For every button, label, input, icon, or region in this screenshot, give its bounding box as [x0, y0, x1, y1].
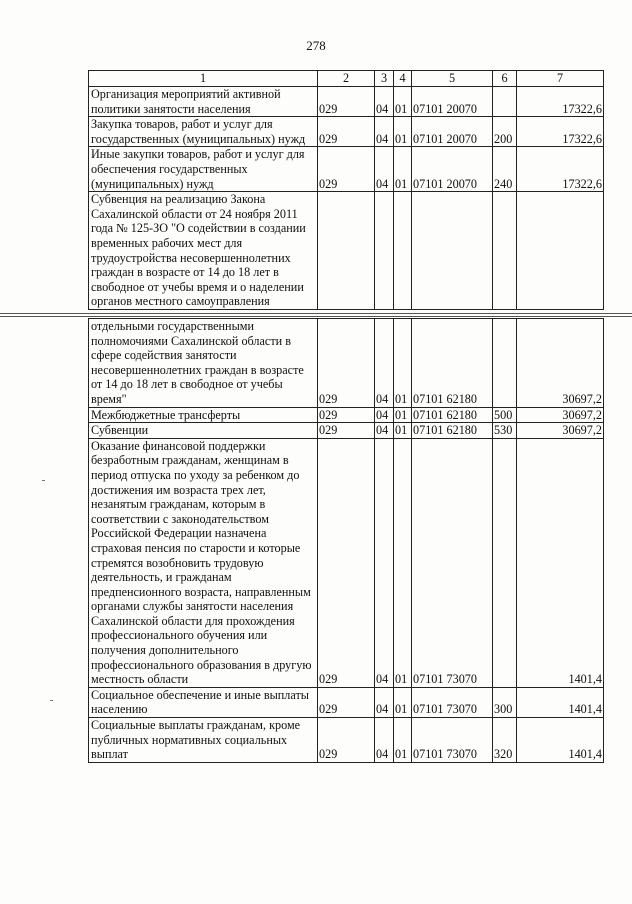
budget-table-top	[88, 70, 604, 310]
cell-target-article: 07101 62180	[412, 319, 493, 408]
row-name: Межбюджетные трансферты	[89, 407, 318, 423]
cell-section: 04	[375, 423, 394, 439]
cell-admin-code: 029	[318, 687, 375, 717]
cell-subsection: 01	[394, 87, 412, 117]
cell-section: 04	[375, 87, 394, 117]
header-cell: 1	[89, 71, 318, 87]
row-name: Социальное обеспечение и иные выплаты населению	[89, 687, 318, 717]
cell-amount: 17322,6	[517, 87, 604, 117]
header-cell: 4	[394, 71, 412, 87]
cell-admin-code: 029	[318, 117, 375, 147]
cell-amount: 30697,2	[517, 407, 604, 423]
cell-expense-type: 320	[493, 718, 517, 763]
cell-subsection: 01	[394, 438, 412, 687]
cell-amount: 1401,4	[517, 718, 604, 763]
cell-subsection: 01	[394, 423, 412, 439]
cell-section: 04	[375, 718, 394, 763]
cell-section: 04	[375, 407, 394, 423]
cell-expense-type: 300	[493, 687, 517, 717]
table-row	[89, 319, 604, 408]
cell-target-article: 07101 73070	[412, 687, 493, 717]
cell-amount	[517, 192, 604, 310]
cell-amount: 17322,6	[517, 117, 604, 147]
cell-admin-code: 029	[318, 407, 375, 423]
cell-amount: 30697,2	[517, 319, 604, 408]
cell-subsection: 01	[394, 687, 412, 717]
cell-section: 04	[375, 438, 394, 687]
table-row	[89, 423, 604, 439]
cell-target-article: 07101 20070	[412, 117, 493, 147]
page-cut-line	[0, 316, 632, 317]
page-number: 278	[306, 38, 326, 53]
cell-admin-code: 029	[318, 423, 375, 439]
cell-admin-code: 029	[318, 718, 375, 763]
cell-subsection: 01	[394, 117, 412, 147]
row-name: Иные закупки товаров, работ и услуг для обеспечения государственных (муниципальных) нужд	[89, 147, 318, 192]
cell-target-article: 07101 62180	[412, 423, 493, 439]
cell-expense-type: 200	[493, 117, 517, 147]
cell-target-article: 07101 20070	[412, 147, 493, 192]
cell-expense-type	[493, 438, 517, 687]
cell-expense-type: 240	[493, 147, 517, 192]
row-name: Оказание финансовой поддержки безработным гражданам, женщинам в период отпуска по уходу за ребенком до достижения им возраста трех лет, незанятым гражданам, которым в соответствии с законодательством Российской Федерации назначена страховая пенсия по старости и которые стремятся возобновить трудовую деятельность, и гражданам предпенсионного возраста, направленным органами службы занятости населения Сахалинской области для прохождения профессионального обучения или получения дополнительного профессионального образования в другую местность области	[89, 438, 318, 687]
cell-target-article: 07101 62180	[412, 407, 493, 423]
cell-subsection: 01	[394, 147, 412, 192]
page-cut-line	[0, 313, 632, 314]
table-row	[89, 687, 604, 717]
row-name: отдельными государственными полномочиями Сахалинской области в сфере содействия занятости несовершеннолетних граждан в возрасте от 14 до 18 лет в свободное от учебы время"	[89, 319, 318, 408]
header-cell: 7	[517, 71, 604, 87]
table-header-row	[89, 71, 604, 87]
cell-section: 04	[375, 147, 394, 192]
scan-mark	[50, 700, 53, 701]
cell-admin-code	[318, 192, 375, 310]
table-row	[89, 718, 604, 763]
cell-amount: 17322,6	[517, 147, 604, 192]
cell-section	[375, 192, 394, 310]
table-row	[89, 192, 604, 310]
cell-amount: 1401,4	[517, 687, 604, 717]
cell-target-article: 07101 73070	[412, 718, 493, 763]
cell-admin-code: 029	[318, 319, 375, 408]
cell-section: 04	[375, 117, 394, 147]
table-row	[89, 87, 604, 117]
cell-subsection	[394, 192, 412, 310]
header-cell: 6	[493, 71, 517, 87]
table-row	[89, 407, 604, 423]
cell-target-article: 07101 73070	[412, 438, 493, 687]
cell-expense-type	[493, 87, 517, 117]
row-name: Организация мероприятий активной политики занятости населения	[89, 87, 318, 117]
cell-expense-type	[493, 319, 517, 408]
cell-target-article	[412, 192, 493, 310]
scan-mark	[42, 480, 45, 481]
table-row	[89, 438, 604, 687]
header-cell: 3	[375, 71, 394, 87]
cell-admin-code: 029	[318, 147, 375, 192]
cell-subsection: 01	[394, 407, 412, 423]
cell-expense-type	[493, 192, 517, 310]
table-row	[89, 147, 604, 192]
row-name: Закупка товаров, работ и услуг для государственных (муниципальных) нужд	[89, 117, 318, 147]
row-name: Социальные выплаты гражданам, кроме публичных нормативных социальных выплат	[89, 718, 318, 763]
cell-section: 04	[375, 319, 394, 408]
header-cell: 2	[318, 71, 375, 87]
cell-target-article: 07101 20070	[412, 87, 493, 117]
row-name: Субвенции	[89, 423, 318, 439]
table-row	[89, 117, 604, 147]
cell-section: 04	[375, 687, 394, 717]
budget-table-bottom	[88, 318, 604, 763]
cell-amount: 1401,4	[517, 438, 604, 687]
cell-expense-type: 530	[493, 423, 517, 439]
header-cell: 5	[412, 71, 493, 87]
cell-subsection: 01	[394, 718, 412, 763]
cell-admin-code: 029	[318, 438, 375, 687]
row-name: Субвенция на реализацию Закона Сахалинской области от 24 ноября 2011 года № 125-ЗО "О содействии в создании временных рабочих мест для трудоустройства несовершеннолетних граждан в возрасте от 14 до 18 лет в свободное от учебы время и о наделении органов местного самоуправления	[89, 192, 318, 310]
cell-expense-type: 500	[493, 407, 517, 423]
cell-amount: 30697,2	[517, 423, 604, 439]
cell-admin-code: 029	[318, 87, 375, 117]
cell-subsection: 01	[394, 319, 412, 408]
